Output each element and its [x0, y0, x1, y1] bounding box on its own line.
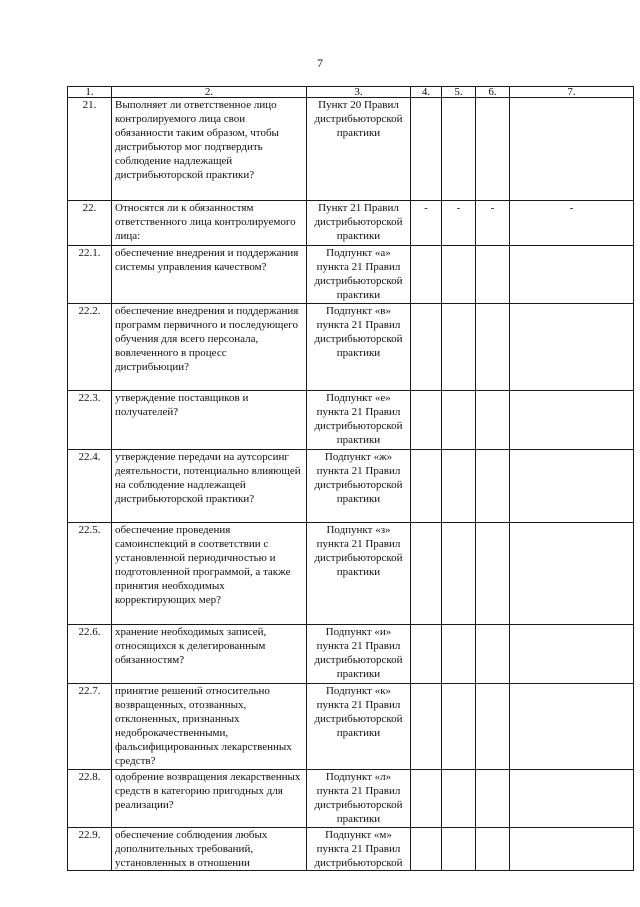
rule-reference: Подпункт «и» пункта 21 Правил дистрибьюторской практики	[307, 625, 411, 684]
answer-no-cell[interactable]	[442, 98, 476, 201]
answer-na-cell[interactable]	[476, 770, 510, 828]
item-number: 21.	[68, 98, 112, 201]
answer-no-cell[interactable]	[442, 391, 476, 450]
requirement-text: обеспечение внедрения и поддержания программ первичного и последующего обучения для всего персонала, вовлеченного в процесс дистрибьюции?	[112, 304, 307, 391]
col-header-2: 2.	[112, 87, 307, 98]
item-number: 22.5.	[68, 523, 112, 625]
table-row	[68, 450, 634, 523]
requirement-text: одобрение возвращения лекарственных средств в категорию пригодных для реализации?	[112, 770, 307, 828]
note-cell[interactable]	[510, 98, 634, 201]
table-row	[68, 684, 634, 770]
answer-na-cell[interactable]	[476, 828, 510, 871]
note-cell[interactable]	[510, 450, 634, 523]
item-number: 22.	[68, 201, 112, 246]
note-cell[interactable]	[510, 684, 634, 770]
table-row	[68, 523, 634, 625]
note-cell[interactable]	[510, 304, 634, 391]
requirement-text: хранение необходимых записей, относящихся к делегированным обязанностям?	[112, 625, 307, 684]
answer-yes-cell[interactable]	[411, 523, 442, 625]
answer-no-cell[interactable]	[442, 684, 476, 770]
answer-yes-cell[interactable]	[411, 450, 442, 523]
answer-na-cell[interactable]	[476, 523, 510, 625]
answer-no-cell[interactable]	[442, 450, 476, 523]
requirement-text: принятие решений относительно возвращенных, отозванных, отклоненных, признанных недоброкачественными, фальсифицированных лекарственных средств?	[112, 684, 307, 770]
note-cell[interactable]	[510, 523, 634, 625]
table-row	[68, 246, 634, 304]
col-header-4: 4.	[411, 87, 442, 98]
answer-na-cell[interactable]	[476, 684, 510, 770]
answer-yes-cell[interactable]	[411, 625, 442, 684]
requirement-text: утверждение передачи на аутсорсинг деятельности, потенциально влияющей на соблюдение надлежащей дистрибьюторской практики?	[112, 450, 307, 523]
answer-no-cell[interactable]: -	[442, 201, 476, 246]
answer-yes-cell[interactable]	[411, 770, 442, 828]
rule-reference: Подпункт «м» пункта 21 Правил дистрибьюторской	[307, 828, 411, 871]
col-header-1: 1.	[68, 87, 112, 98]
requirement-text: обеспечение соблюдения любых дополнительных требований, установленных в отношении	[112, 828, 307, 871]
answer-na-cell[interactable]	[476, 450, 510, 523]
answer-na-cell[interactable]	[476, 625, 510, 684]
rule-reference: Подпункт «з» пункта 21 Правил дистрибьюторской практики	[307, 523, 411, 625]
item-number: 22.7.	[68, 684, 112, 770]
rule-reference: Пункт 21 Правил дистрибьюторской практики	[307, 201, 411, 246]
answer-yes-cell[interactable]	[411, 391, 442, 450]
table-row	[68, 98, 634, 201]
table-row	[68, 828, 634, 871]
rule-reference: Подпункт «в» пункта 21 Правил дистрибьюторской практики	[307, 304, 411, 391]
requirement-text: Выполняет ли ответственное лицо контролируемого лица свои обязанности таким образом, чтобы дистрибьютор мог подтвердить соблюдение надлежащей дистрибьюторской практики?	[112, 98, 307, 201]
requirement-text: обеспечение внедрения и поддержания системы управления качеством?	[112, 246, 307, 304]
answer-yes-cell[interactable]	[411, 304, 442, 391]
answer-no-cell[interactable]	[442, 246, 476, 304]
answer-na-cell[interactable]: -	[476, 201, 510, 246]
checklist-table	[67, 86, 634, 871]
table-row	[68, 391, 634, 450]
col-header-3: 3.	[307, 87, 411, 98]
col-header-7: 7.	[510, 87, 634, 98]
note-cell[interactable]	[510, 391, 634, 450]
item-number: 22.3.	[68, 391, 112, 450]
note-cell[interactable]: -	[510, 201, 634, 246]
table-row	[68, 625, 634, 684]
requirement-text: обеспечение проведения самоинспекций в соответствии с установленной периодичностью и подготовленной программой, а также принятия необходимых корректирующих мер?	[112, 523, 307, 625]
item-number: 22.9.	[68, 828, 112, 871]
answer-no-cell[interactable]	[442, 828, 476, 871]
answer-no-cell[interactable]	[442, 625, 476, 684]
answer-no-cell[interactable]	[442, 770, 476, 828]
note-cell[interactable]	[510, 625, 634, 684]
answer-yes-cell[interactable]	[411, 828, 442, 871]
answer-yes-cell[interactable]: -	[411, 201, 442, 246]
note-cell[interactable]	[510, 828, 634, 871]
answer-no-cell[interactable]	[442, 304, 476, 391]
answer-yes-cell[interactable]	[411, 684, 442, 770]
item-number: 22.1.	[68, 246, 112, 304]
answer-yes-cell[interactable]	[411, 98, 442, 201]
rule-reference: Пункт 20 Правил дистрибьюторской практики	[307, 98, 411, 201]
item-number: 22.2.	[68, 304, 112, 391]
rule-reference: Подпункт «к» пункта 21 Правил дистрибьюторской практики	[307, 684, 411, 770]
answer-na-cell[interactable]	[476, 304, 510, 391]
answer-yes-cell[interactable]	[411, 246, 442, 304]
answer-no-cell[interactable]	[442, 523, 476, 625]
item-number: 22.8.	[68, 770, 112, 828]
table-row	[68, 201, 634, 246]
answer-na-cell[interactable]	[476, 246, 510, 304]
item-number: 22.4.	[68, 450, 112, 523]
answer-na-cell[interactable]	[476, 391, 510, 450]
rule-reference: Подпункт «а» пункта 21 Правил дистрибьюторской практики	[307, 246, 411, 304]
rule-reference: Подпункт «л» пункта 21 Правил дистрибьюторской практики	[307, 770, 411, 828]
table-row	[68, 304, 634, 391]
rule-reference: Подпункт «е» пункта 21 Правил дистрибьюторской практики	[307, 391, 411, 450]
item-number: 22.6.	[68, 625, 112, 684]
col-header-6: 6.	[476, 87, 510, 98]
requirement-text: утверждение поставщиков и получателей?	[112, 391, 307, 450]
requirement-text: Относятся ли к обязанностям ответственного лица контролируемого лица:	[112, 201, 307, 246]
col-header-5: 5.	[442, 87, 476, 98]
table-row	[68, 770, 634, 828]
answer-na-cell[interactable]	[476, 98, 510, 201]
column-number-row	[68, 87, 634, 98]
page-number: 7	[317, 56, 323, 70]
rule-reference: Подпункт «ж» пункта 21 Правил дистрибьюторской практики	[307, 450, 411, 523]
note-cell[interactable]	[510, 770, 634, 828]
note-cell[interactable]	[510, 246, 634, 304]
